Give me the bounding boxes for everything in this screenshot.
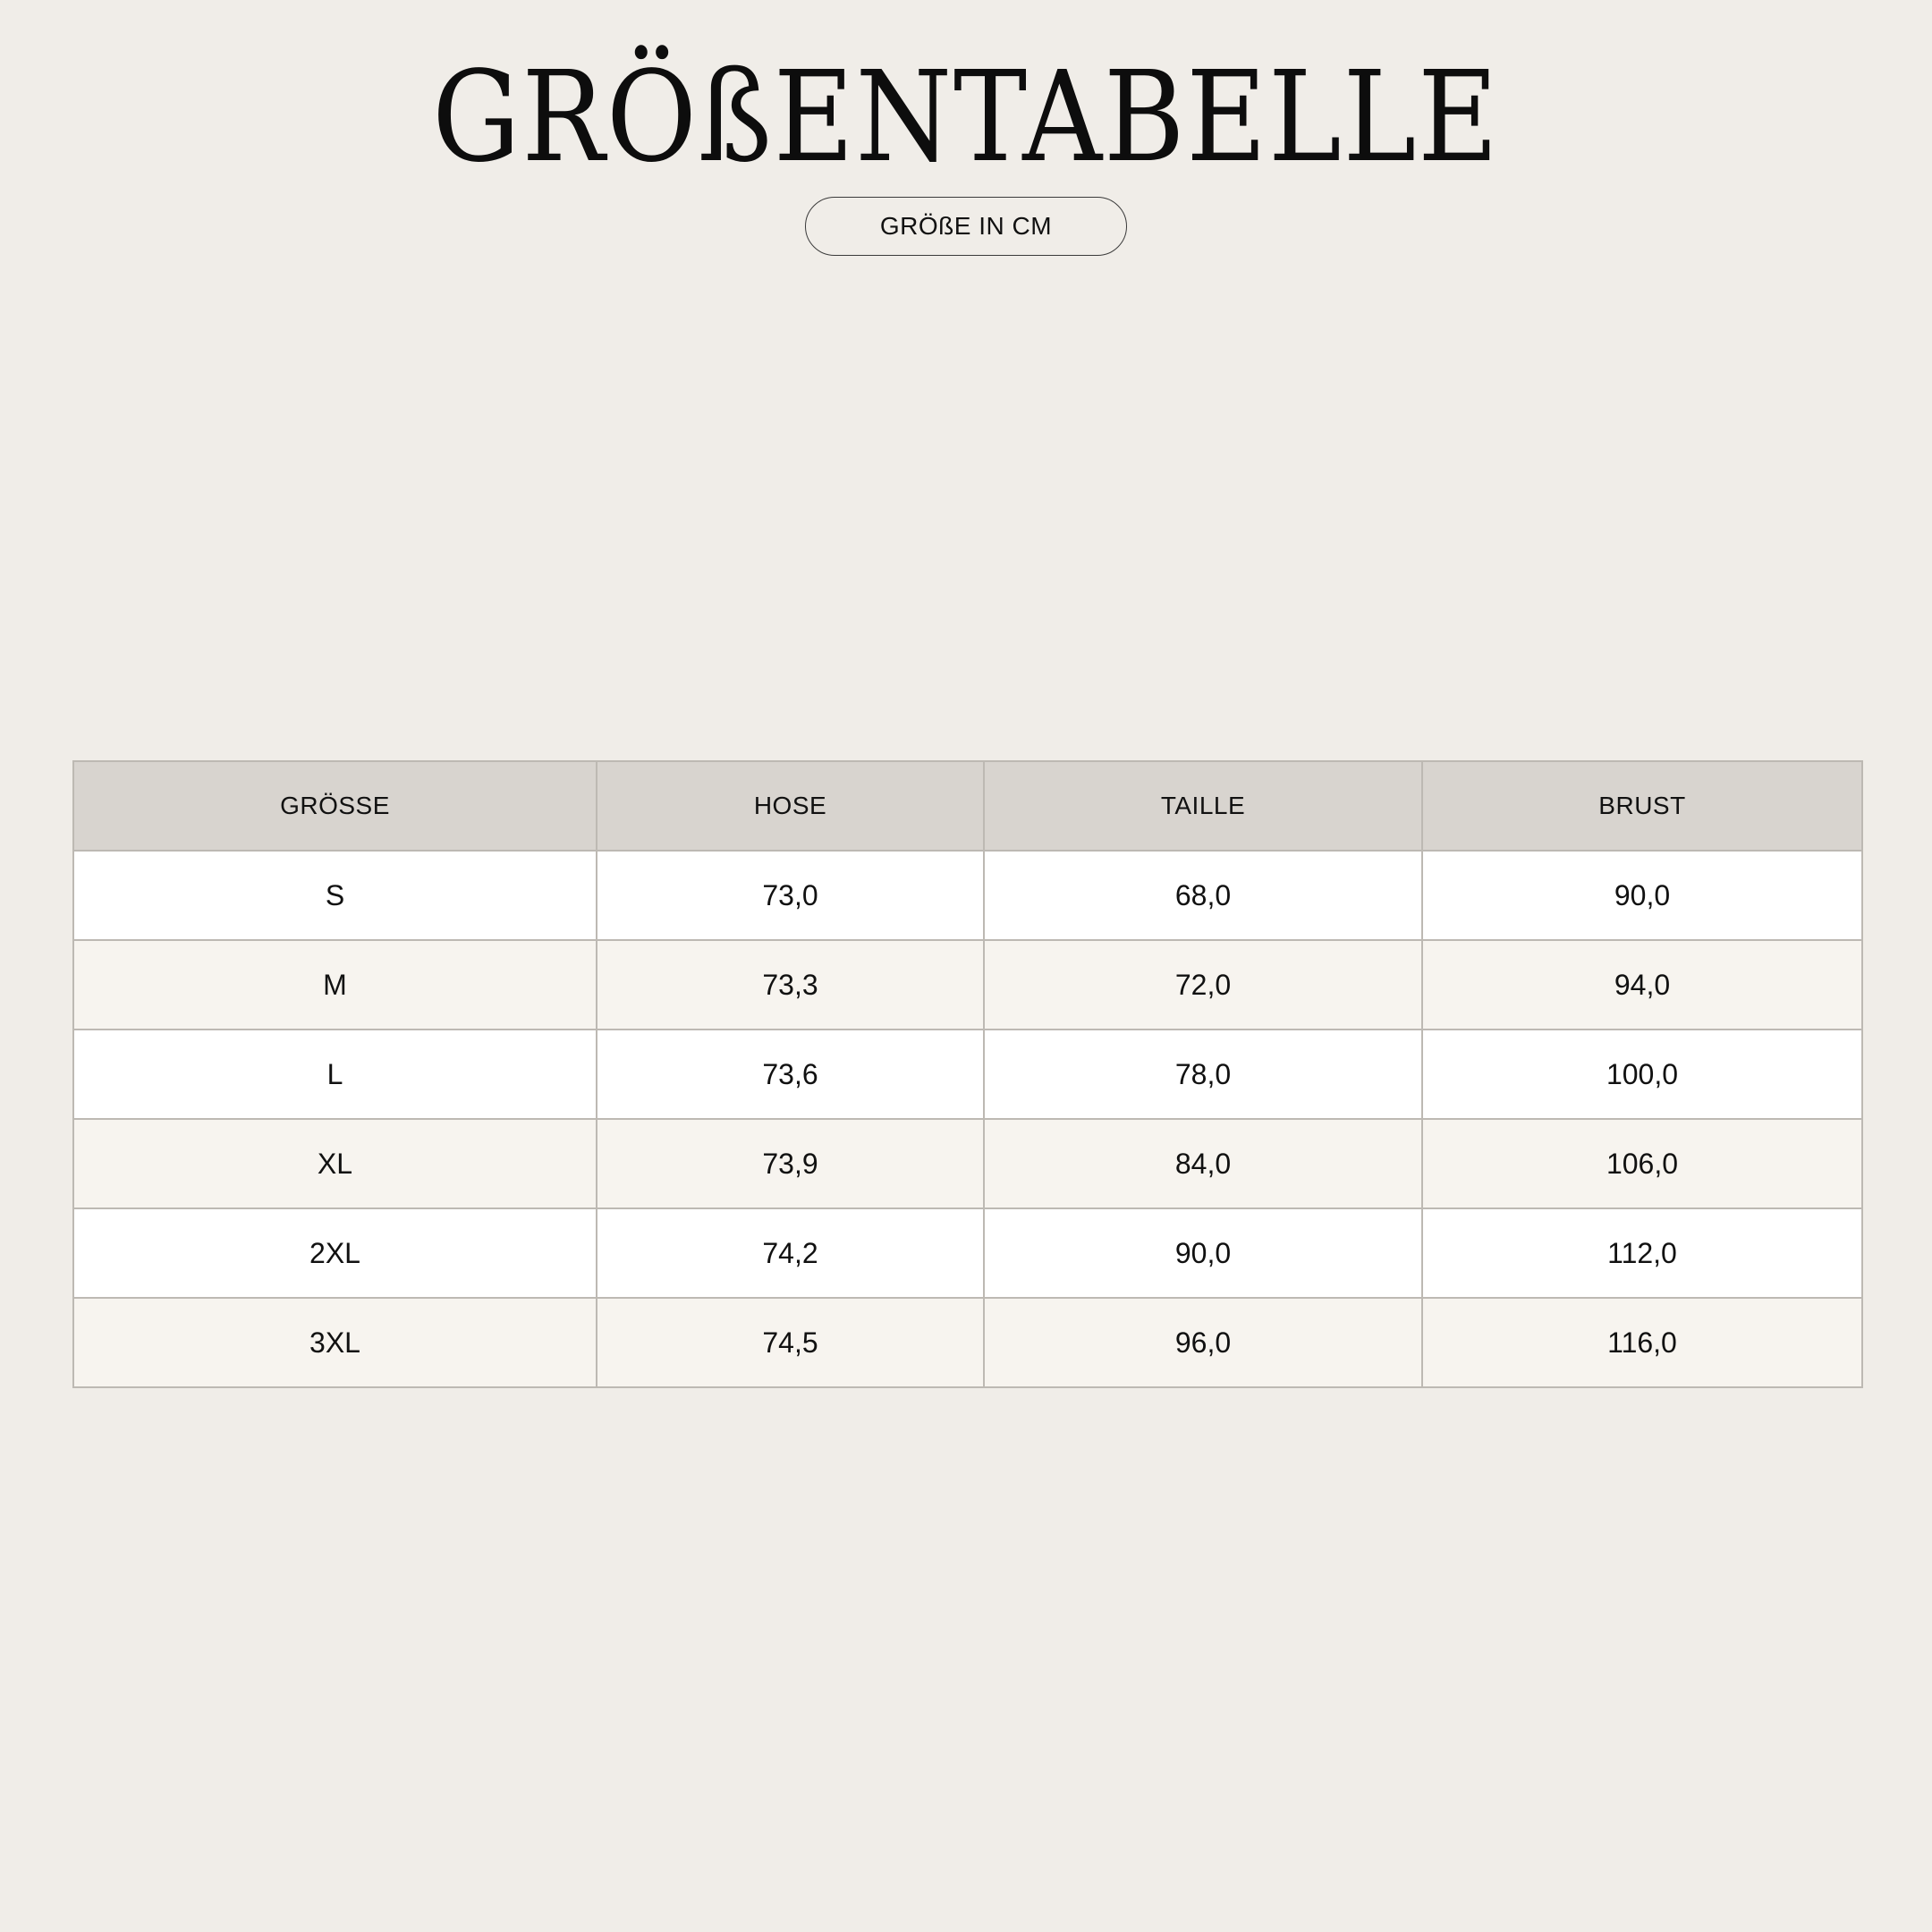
column-header-size: GRÖSSE bbox=[73, 761, 597, 851]
size-cell: 3XL bbox=[73, 1298, 597, 1387]
table-header-row bbox=[73, 761, 1862, 851]
table-row bbox=[73, 851, 1862, 940]
size-cell: 2XL bbox=[73, 1208, 597, 1298]
page-title: GRÖßENTABELLE bbox=[432, 45, 1500, 191]
chest-cell: 100,0 bbox=[1422, 1030, 1862, 1119]
size-cell: M bbox=[73, 940, 597, 1030]
column-header-pants: HOSE bbox=[597, 761, 984, 851]
chest-cell: 112,0 bbox=[1422, 1208, 1862, 1298]
waist-cell: 72,0 bbox=[984, 940, 1422, 1030]
waist-cell: 96,0 bbox=[984, 1298, 1422, 1387]
pants-cell: 73,9 bbox=[597, 1119, 984, 1208]
column-header-waist: TAILLE bbox=[984, 761, 1422, 851]
table-row bbox=[73, 1298, 1862, 1387]
waist-cell: 68,0 bbox=[984, 851, 1422, 940]
waist-cell: 84,0 bbox=[984, 1119, 1422, 1208]
waist-cell: 90,0 bbox=[984, 1208, 1422, 1298]
table-row bbox=[73, 940, 1862, 1030]
chest-cell: 94,0 bbox=[1422, 940, 1862, 1030]
pants-cell: 73,0 bbox=[597, 851, 984, 940]
column-header-chest: BRUST bbox=[1422, 761, 1862, 851]
table-row bbox=[73, 1208, 1862, 1298]
table-row bbox=[73, 1030, 1862, 1119]
size-cell: XL bbox=[73, 1119, 597, 1208]
size-cell: S bbox=[73, 851, 597, 940]
waist-cell: 78,0 bbox=[984, 1030, 1422, 1119]
pants-cell: 73,3 bbox=[597, 940, 984, 1030]
size-chart-table bbox=[72, 760, 1863, 1388]
size-cell: L bbox=[73, 1030, 597, 1119]
table-row bbox=[73, 1119, 1862, 1208]
chest-cell: 106,0 bbox=[1422, 1119, 1862, 1208]
pants-cell: 74,2 bbox=[597, 1208, 984, 1298]
pants-cell: 74,5 bbox=[597, 1298, 984, 1387]
pants-cell: 73,6 bbox=[597, 1030, 984, 1119]
unit-badge: GRÖßE IN CM bbox=[805, 197, 1127, 256]
chest-cell: 116,0 bbox=[1422, 1298, 1862, 1387]
chest-cell: 90,0 bbox=[1422, 851, 1862, 940]
